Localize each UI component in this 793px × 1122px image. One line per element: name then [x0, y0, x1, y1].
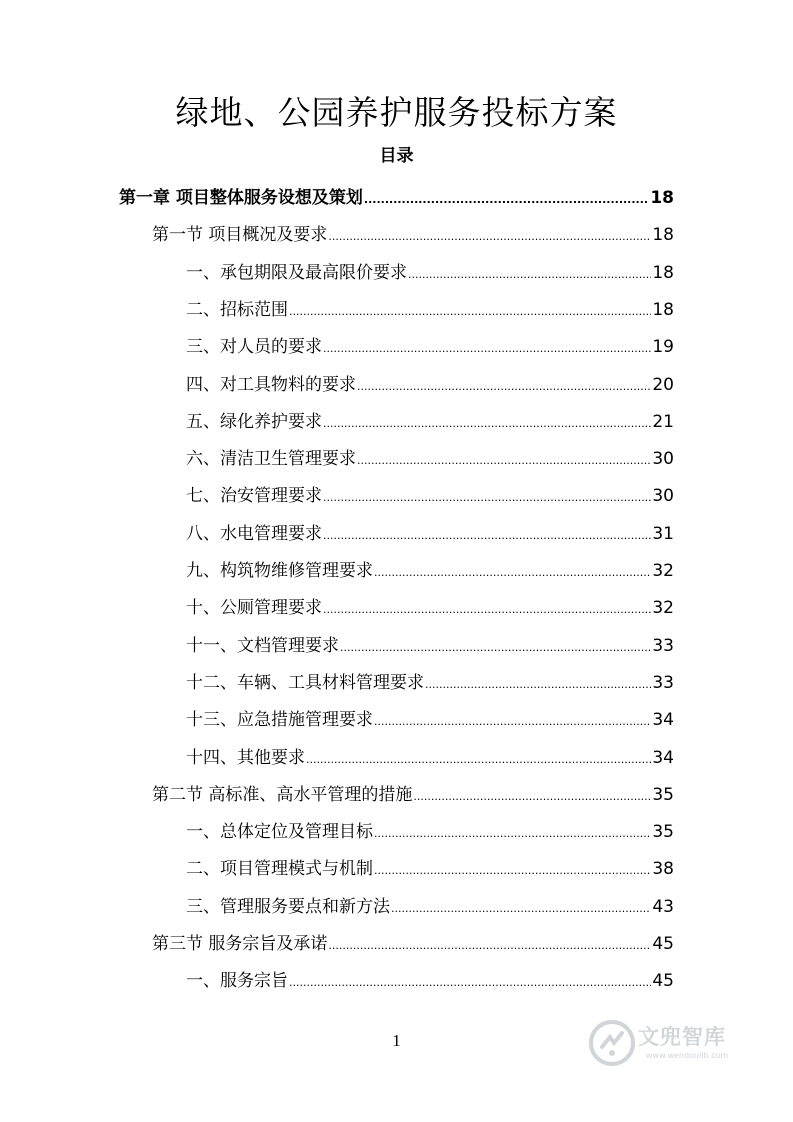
toc-entry[interactable] [186, 444, 674, 474]
toc-entry-label: 三、管理服务要点和新方法 [186, 896, 390, 917]
watermark-text: 文兜智库 [638, 1025, 726, 1049]
toc-entry[interactable] [152, 929, 674, 959]
toc-leader-dots [357, 446, 651, 476]
toc-entry[interactable] [186, 258, 674, 288]
toc-leader-dots [391, 894, 651, 924]
toc-leader-dots [340, 633, 651, 663]
toc-entry-label: 第二节 高标准、高水平管理的措施 [152, 784, 413, 805]
toc-leader-dots [328, 222, 651, 252]
toc-entry[interactable] [186, 854, 674, 884]
toc-leader-dots [364, 185, 649, 215]
toc-entry-page: 35 [652, 822, 674, 843]
toc-entry-label: 第一章 项目整体服务设想及策划 [119, 188, 363, 208]
toc-leader-dots [374, 819, 651, 849]
toc-entry-page: 18 [652, 299, 674, 320]
toc-entry-label: 八、水电管理要求 [186, 523, 322, 544]
toc-leader-dots [328, 931, 651, 961]
toc-leader-dots [289, 968, 651, 998]
toc-entry[interactable] [186, 407, 674, 437]
toc-entry-page: 19 [652, 337, 674, 358]
toc-leader-dots [374, 856, 651, 886]
watermark [586, 1013, 766, 1073]
toc-entry[interactable] [152, 780, 674, 810]
toc-entry-label: 五、绿化养护要求 [186, 411, 322, 432]
toc-leader-dots [323, 483, 651, 513]
toc-entry-label: 六、清洁卫生管理要求 [186, 449, 356, 470]
toc-leader-dots [289, 297, 651, 327]
toc-entry[interactable] [186, 370, 674, 400]
toc-entry-page: 34 [652, 747, 674, 768]
toc-entry[interactable] [119, 183, 674, 213]
toc-entry[interactable] [186, 705, 674, 735]
toc-entry[interactable] [186, 743, 674, 773]
toc-leader-dots [425, 670, 651, 700]
toc-leader-dots [408, 260, 651, 290]
toc-entry[interactable] [186, 966, 674, 996]
toc-entry-label: 三、对人员的要求 [186, 337, 322, 358]
toc-entry-label: 十、公厕管理要求 [186, 598, 322, 619]
toc-entry[interactable] [186, 332, 674, 362]
toc-entry-label: 第一节 项目概况及要求 [152, 225, 328, 246]
toc-entry[interactable] [152, 220, 674, 250]
toc-leader-dots [323, 521, 651, 551]
watermark-url: www.wendoulib.com [646, 1051, 729, 1060]
toc-entry-page: 33 [652, 635, 674, 656]
toc-leader-dots [374, 558, 651, 588]
toc-entry[interactable] [186, 556, 674, 586]
toc-entry-page: 30 [652, 449, 674, 470]
toc-entry-page: 30 [652, 486, 674, 507]
toc-entry-label: 二、项目管理模式与机制 [186, 859, 373, 880]
toc-entry[interactable] [186, 817, 674, 847]
toc-entry[interactable] [186, 892, 674, 922]
toc-entry-page: 32 [652, 598, 674, 619]
toc-entry-label: 十二、车辆、工具材料管理要求 [186, 672, 424, 693]
toc-entry-label: 一、总体定位及管理目标 [186, 822, 373, 843]
toc-entry-page: 31 [652, 523, 674, 544]
document-title: 绿地、公园养护服务投标方案 [175, 93, 618, 132]
toc-entry[interactable] [186, 481, 674, 511]
toc-entry[interactable] [186, 295, 674, 325]
toc-leader-dots [413, 782, 651, 812]
toc-leader-dots [357, 372, 651, 402]
toc-entry-label: 十一、文档管理要求 [186, 635, 339, 656]
toc-entry-page: 45 [652, 934, 674, 954]
toc-leader-dots [306, 745, 651, 775]
toc-entry-page: 21 [652, 411, 674, 432]
toc-entry-page: 20 [652, 374, 674, 395]
toc-heading: 目录 [379, 146, 414, 166]
toc-leader-dots [374, 707, 651, 737]
toc-entry[interactable] [186, 519, 674, 549]
toc-leader-dots [323, 595, 651, 625]
toc-entry-page: 18 [652, 225, 674, 246]
toc-entry-page: 35 [652, 784, 674, 805]
toc-entry-label: 七、治安管理要求 [186, 486, 322, 507]
toc-entry-page: 32 [652, 561, 674, 581]
toc-entry-label: 一、承包期限及最高限价要求 [186, 262, 407, 283]
toc-entry-label: 十四、其他要求 [186, 747, 305, 768]
toc-entry-page: 38 [652, 859, 674, 880]
toc-entry-label: 第三节 服务宗旨及承诺 [152, 934, 328, 954]
toc-entry-page: 18 [650, 188, 674, 208]
toc-entry[interactable] [186, 593, 674, 623]
toc-entry-label: 四、对工具物料的要求 [186, 374, 356, 395]
toc-entry-label: 十三、应急措施管理要求 [186, 710, 373, 731]
toc-entry-label: 二、招标范围 [186, 299, 288, 320]
toc-leader-dots [323, 409, 651, 439]
toc-entry-label: 一、服务宗旨 [186, 971, 288, 992]
toc-entry-page: 33 [652, 672, 674, 693]
toc-entry[interactable] [186, 668, 674, 698]
toc-entry-label: 九、构筑物维修管理要求 [186, 561, 373, 581]
wendou-logo-icon [588, 1019, 636, 1067]
toc-leader-dots [323, 334, 651, 364]
toc-entry[interactable] [186, 631, 674, 661]
toc-entry-page: 18 [652, 262, 674, 283]
toc-entry-page: 34 [652, 710, 674, 731]
page-number: 1 [392, 1031, 401, 1050]
toc-entry-page: 43 [652, 896, 674, 917]
toc-entry-page: 45 [652, 971, 674, 992]
